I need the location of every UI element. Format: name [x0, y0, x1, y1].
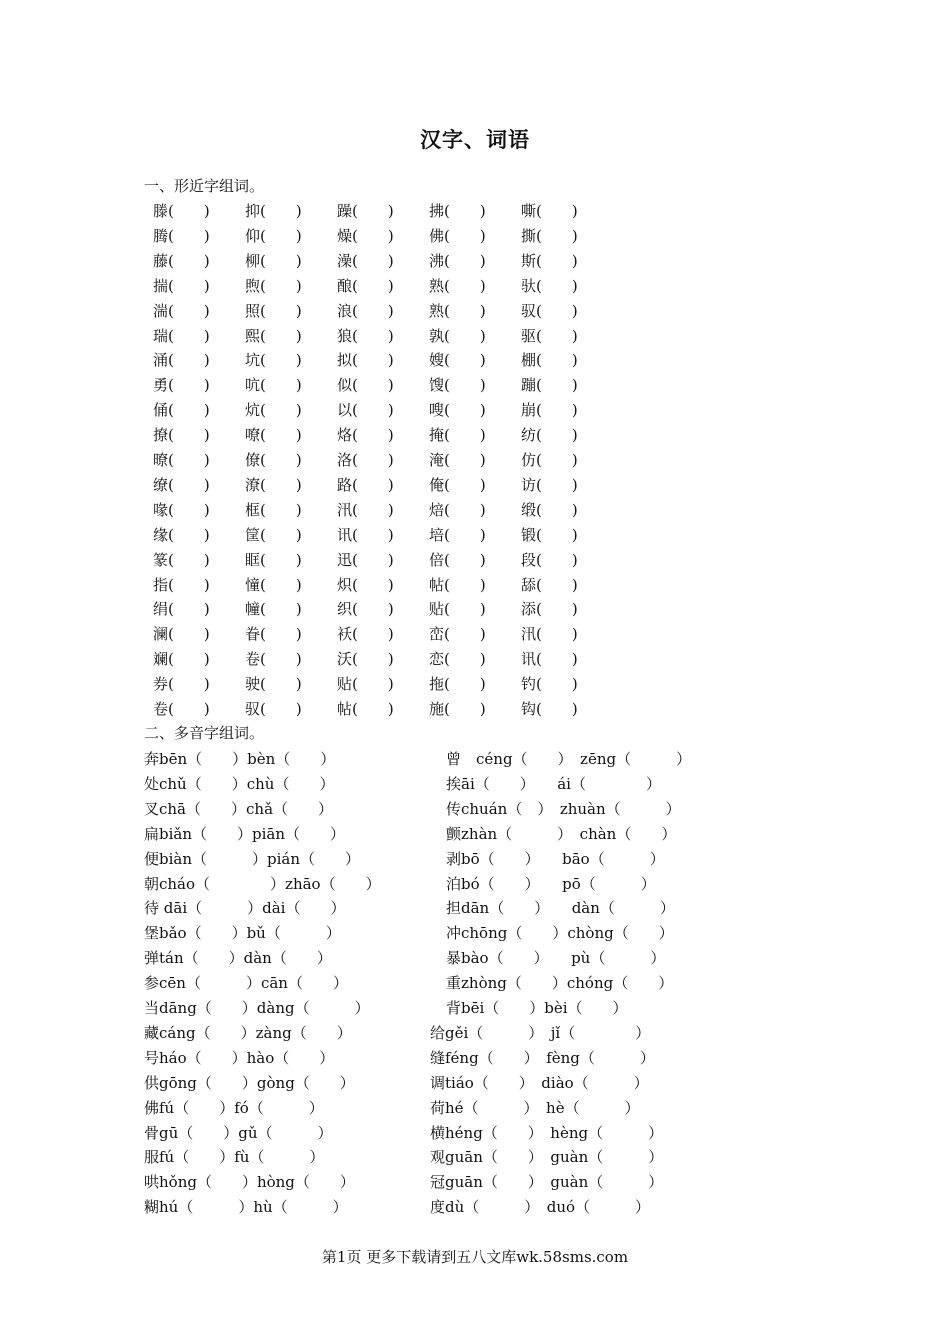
polyphone-item: 担dān（ ） dàn（ ）: [446, 899, 675, 918]
polyphone-item: 叉chā（ ）chǎ（ ）: [144, 799, 334, 818]
polyphone-item: 糊hú（ ）hù（ ）: [144, 1198, 348, 1217]
polyphone-item: 扁biǎn（ ）piān（ ）: [144, 824, 346, 843]
char-blank-item: 仿( ): [521, 451, 578, 469]
char-blank-item: 湍( ): [153, 301, 210, 320]
polyphone-item: 哄hǒng（ ）hòng（ ）: [144, 1173, 355, 1192]
char-blank-item: 嘶( ): [521, 202, 578, 220]
char-blank-item: 纺( ): [521, 426, 578, 445]
char-blank-item: 馊( ): [429, 376, 486, 395]
char-blank-item: 汛( ): [521, 625, 578, 644]
polyphone-item: 缝féng（ ） fèng（ ）: [430, 1048, 655, 1067]
char-blank-item: 锻( ): [521, 525, 578, 544]
char-blank-item: 框( ): [245, 500, 302, 519]
char-blank-item: 幢( ): [245, 600, 302, 619]
polyphone-item: 供gōng（ ）gòng（ ）: [144, 1073, 355, 1092]
polyphone-item: 待 dāi（ ）dài（ ）: [144, 899, 346, 918]
char-blank-item: 瑞( ): [153, 326, 210, 345]
char-blank-item: 钩( ): [521, 700, 578, 718]
char-blank-item: 崩( ): [521, 401, 578, 420]
section-heading-polyphonic-characters: 二、多音字组词。: [144, 724, 265, 742]
char-blank-item: 卷( ): [153, 700, 210, 718]
char-blank-item: 蹦( ): [521, 376, 578, 395]
char-blank-item: 滕( ): [153, 202, 210, 220]
char-blank-item: 施( ): [429, 700, 486, 718]
char-blank-item: 段( ): [521, 550, 578, 569]
char-blank-item: 暸( ): [153, 451, 210, 469]
section-heading-similar-characters: 一、形近字组词。: [144, 177, 265, 195]
char-blank-item: 路( ): [337, 475, 394, 494]
polyphone-item: 横héng（ ） hèng（ ）: [430, 1123, 664, 1142]
char-blank-item: 贴( ): [337, 675, 394, 694]
polyphone-item: 堡bǎo（ ）bǔ（ ）: [144, 924, 341, 943]
char-blank-item: 浪( ): [337, 301, 394, 320]
char-blank-item: 洛( ): [337, 451, 394, 469]
polyphone-item: 藏cáng（ ）zàng（ ）: [144, 1023, 352, 1042]
polyphone-item: 度dù（ ） duó（ ）: [430, 1198, 651, 1217]
char-blank-item: 帖( ): [429, 575, 486, 594]
char-blank-item: 驮( ): [521, 276, 578, 295]
polyphone-item: 当dāng（ ）dàng（ ）: [144, 999, 370, 1017]
char-blank-item: 舔( ): [521, 575, 578, 594]
polyphone-item: 冠guān（ ） guàn（ ）: [430, 1173, 664, 1192]
char-blank-item: 撕( ): [521, 226, 578, 245]
char-blank-item: 炽( ): [337, 575, 394, 594]
polyphone-item: 处chǔ（ ）chù（ ）: [144, 774, 335, 793]
char-blank-item: 澡( ): [337, 251, 394, 270]
polyphone-item: 调tiáo（ ） diào（ ）: [430, 1073, 649, 1092]
char-blank-item: 烙( ): [337, 426, 394, 445]
char-blank-item: 潦( ): [245, 475, 302, 494]
char-blank-item: 汛( ): [337, 500, 394, 519]
char-blank-item: 狼( ): [337, 326, 394, 345]
char-blank-item: 斓( ): [153, 650, 210, 669]
char-blank-item: 讯( ): [521, 650, 578, 669]
char-blank-item: 筐( ): [245, 525, 302, 544]
char-blank-item: 缭( ): [153, 475, 210, 494]
page-title: 汉字、词语: [420, 127, 530, 152]
char-blank-item: 拟( ): [337, 351, 394, 370]
char-blank-item: 沸( ): [429, 251, 486, 270]
char-blank-item: 煦( ): [245, 276, 302, 295]
char-blank-item: 袄( ): [337, 625, 394, 644]
char-blank-item: 指( ): [153, 575, 210, 594]
polyphone-item: 朝cháo（ ）zhāo（ ）: [144, 874, 381, 893]
polyphone-item: 曾 céng（ ） zēng（ ）: [446, 750, 692, 768]
char-blank-item: 俑( ): [153, 401, 210, 420]
polyphone-item: 重zhòng（ ）chóng（ ）: [446, 974, 674, 993]
char-blank-item: 燥( ): [337, 226, 394, 245]
char-blank-item: 拖( ): [429, 675, 486, 694]
char-blank-item: 驶( ): [245, 675, 302, 694]
polyphone-item: 荷hé（ ） hè（ ）: [430, 1098, 640, 1117]
char-blank-item: 澜( ): [153, 625, 210, 644]
polyphone-item: 挨āi（ ） ái（ ）: [446, 774, 661, 793]
polyphone-item: 剥bō（ ） bāo（ ）: [446, 849, 665, 868]
char-blank-item: 恋( ): [429, 650, 486, 669]
polyphone-item: 参cēn（ ）cān（ ）: [144, 974, 348, 993]
char-blank-item: 织( ): [337, 600, 394, 619]
polyphone-item: 佛fú（ ）fó（ ）: [144, 1098, 324, 1117]
polyphone-item: 弹tán（ ）dàn（ ）: [144, 949, 332, 968]
char-blank-item: 券( ): [153, 675, 210, 694]
char-blank-item: 嗖( ): [429, 401, 486, 420]
char-blank-item: 绢( ): [153, 600, 210, 619]
char-blank-item: 佛( ): [429, 226, 486, 245]
char-blank-item: 缘( ): [153, 525, 210, 544]
polyphone-item: 观guān（ ） guàn（ ）: [430, 1148, 664, 1167]
char-blank-item: 勇( ): [153, 376, 210, 395]
char-blank-item: 俺( ): [429, 475, 486, 494]
char-blank-item: 淹( ): [429, 451, 486, 469]
char-blank-item: 篆( ): [153, 550, 210, 569]
char-blank-item: 炕( ): [245, 401, 302, 420]
char-blank-item: 憧( ): [245, 575, 302, 594]
char-blank-item: 拂( ): [429, 202, 486, 220]
polyphone-item: 背bēi（ ）bèi（ ）: [446, 999, 628, 1017]
char-blank-item: 迅( ): [337, 550, 394, 569]
char-blank-item: 峦( ): [429, 625, 486, 644]
char-blank-item: 倍( ): [429, 550, 486, 569]
char-blank-item: 焙( ): [429, 500, 486, 519]
char-blank-item: 讯( ): [337, 525, 394, 544]
char-blank-item: 僚( ): [245, 451, 302, 469]
char-blank-item: 沃( ): [337, 650, 394, 669]
char-blank-item: 揣( ): [153, 276, 210, 295]
polyphone-item: 骨gū（ ）gǔ（ ）: [144, 1123, 333, 1142]
char-blank-item: 眶( ): [245, 550, 302, 569]
polyphone-item: 奔bēn（ ）bèn（ ）: [144, 750, 336, 768]
char-blank-item: 添( ): [521, 600, 578, 619]
char-blank-item: 帖( ): [337, 700, 394, 718]
char-blank-item: 卷( ): [245, 650, 302, 669]
char-blank-item: 撩( ): [153, 426, 210, 445]
char-blank-item: 似( ): [337, 376, 394, 395]
polyphone-item: 给gěi（ ） jǐ（ ）: [430, 1023, 651, 1042]
char-blank-item: 柳( ): [245, 251, 302, 270]
char-blank-item: 涌( ): [153, 351, 210, 370]
char-blank-item: 吭( ): [245, 376, 302, 395]
polyphone-item: 便biàn（ ）pián（ ）: [144, 849, 361, 868]
char-blank-item: 眷( ): [245, 625, 302, 644]
char-blank-item: 钓( ): [521, 675, 578, 694]
polyphone-item: 传chuán（ ） zhuàn（ ）: [446, 799, 681, 818]
char-blank-item: 培( ): [429, 525, 486, 544]
polyphone-item: 号háo（ ）hào（ ）: [144, 1048, 335, 1067]
char-blank-item: 驭( ): [245, 700, 302, 718]
char-blank-item: 驱( ): [521, 326, 578, 345]
polyphone-item: 暴bào（ ） pù（ ）: [446, 949, 666, 968]
char-blank-item: 喙( ): [153, 500, 210, 519]
char-blank-item: 贴( ): [429, 600, 486, 619]
polyphone-item: 颤zhàn（ ） chàn（ ）: [446, 824, 677, 843]
page-footer: 第1页 更多下载请到五八文库wk.58sms.com: [321, 1248, 629, 1266]
char-blank-item: 酿( ): [337, 276, 394, 295]
char-blank-item: 嘹( ): [245, 426, 302, 445]
char-blank-item: 斯( ): [521, 251, 578, 270]
char-blank-item: 熟( ): [429, 301, 486, 320]
char-blank-item: 躁( ): [337, 202, 394, 220]
char-blank-item: 掩( ): [429, 426, 486, 445]
char-blank-item: 藤( ): [153, 251, 210, 270]
polyphone-item: 泊bó（ ） pō（ ）: [446, 874, 656, 893]
char-blank-item: 熟( ): [429, 276, 486, 295]
polyphone-item: 服fú（ ）fù（ ）: [144, 1148, 325, 1167]
char-blank-item: 驭( ): [521, 301, 578, 320]
char-blank-item: 访( ): [521, 475, 578, 494]
char-blank-item: 仰( ): [245, 226, 302, 245]
char-blank-item: 腾( ): [153, 226, 210, 245]
char-blank-item: 孰( ): [429, 326, 486, 345]
char-blank-item: 嫂( ): [429, 351, 486, 370]
char-blank-item: 熙( ): [245, 326, 302, 345]
char-blank-item: 以( ): [337, 401, 394, 420]
char-blank-item: 缎( ): [521, 500, 578, 519]
char-blank-item: 棚( ): [521, 351, 578, 370]
char-blank-item: 照( ): [245, 301, 302, 320]
polyphone-item: 冲chōng（ ）chòng（ ）: [446, 924, 674, 943]
char-blank-item: 坑( ): [245, 351, 302, 370]
char-blank-item: 抑( ): [245, 202, 302, 220]
